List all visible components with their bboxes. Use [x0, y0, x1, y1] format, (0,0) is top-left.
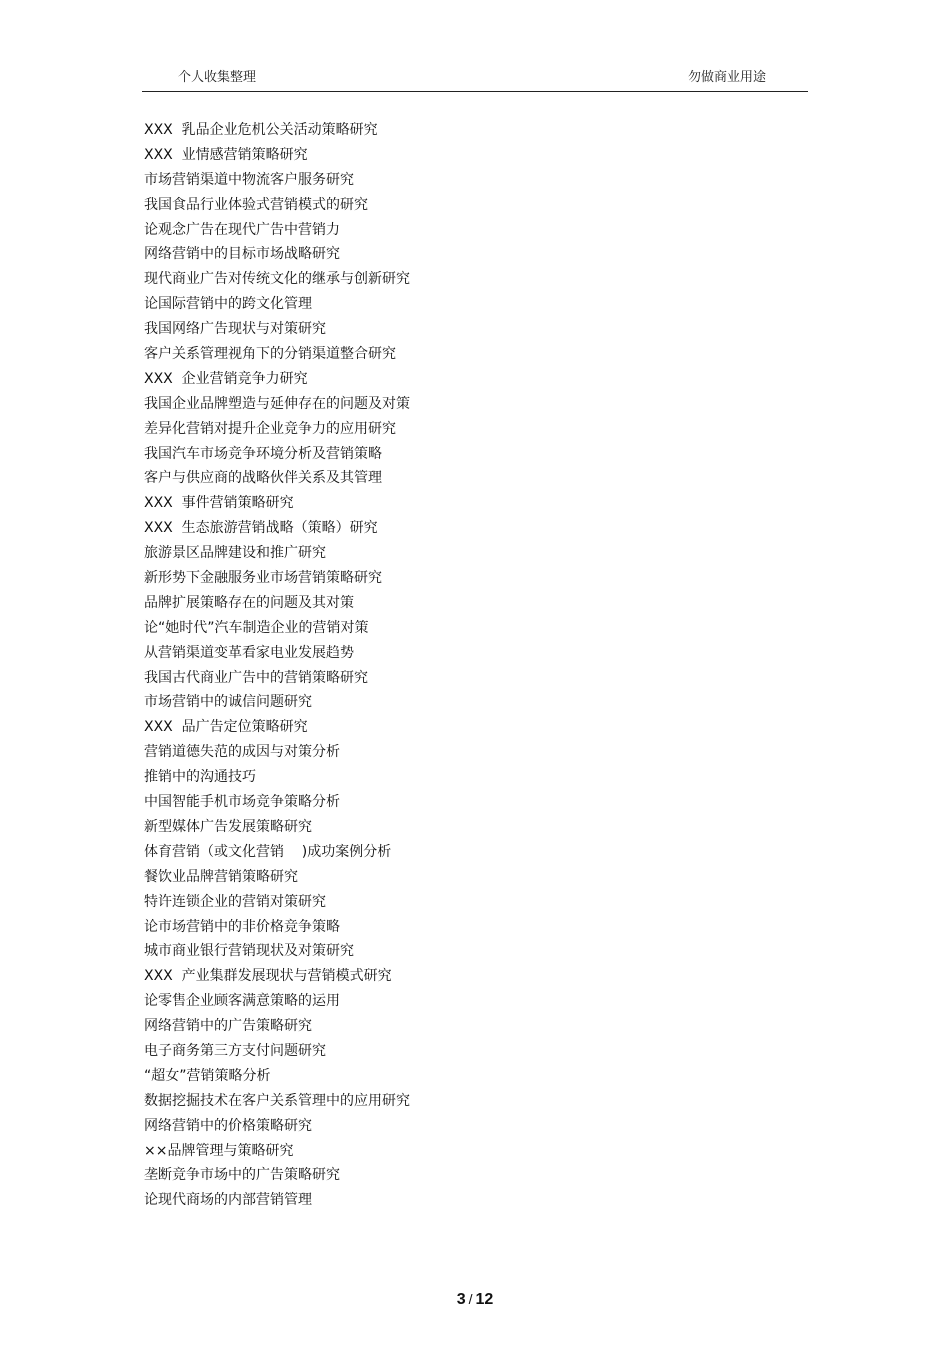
list-item: XXX 品广告定位策略研究 — [144, 719, 308, 736]
total-pages: 12 — [475, 1291, 494, 1308]
list-item: 推销中的沟通技巧 — [144, 769, 256, 786]
list-item: 特许连锁企业的营销对策研究 — [144, 893, 326, 910]
list-item: 论观念广告在现代广告中营销力 — [144, 221, 340, 238]
header-divider — [142, 91, 808, 92]
list-item: 网络营销中的价格策略研究 — [144, 1117, 312, 1134]
list-item: 电子商务第三方支付问题研究 — [144, 1042, 326, 1059]
list-item: XXX 企业营销竞争力研究 — [144, 370, 308, 387]
list-item: 我国网络广告现状与对策研究 — [144, 321, 326, 338]
list-item: 市场营销中的诚信问题研究 — [144, 694, 312, 711]
current-page: 3 — [456, 1291, 466, 1308]
page-number — [0, 1291, 950, 1309]
list-item: 我国企业品牌塑造与延伸存在的问题及对策 — [144, 395, 410, 412]
list-item: 我国古代商业广告中的营销策略研究 — [144, 669, 368, 686]
list-item: 数据挖掘技术在客户关系管理中的应用研究 — [144, 1092, 410, 1109]
list-item: 新型媒体广告发展策略研究 — [144, 818, 312, 835]
list-item: XXX 业情感营销策略研究 — [144, 146, 308, 163]
list-item: ××品牌管理与策略研究 — [144, 1142, 294, 1159]
list-item: 中国智能手机市场竞争策略分析 — [144, 794, 340, 811]
list-item: 城市商业银行营销现状及对策研究 — [144, 943, 354, 960]
list-item: “超女”营销策略分析 — [144, 1067, 271, 1084]
list-item: 论国际营销中的跨文化管理 — [144, 296, 312, 313]
list-item: 现代商业广告对传统文化的继承与创新研究 — [144, 271, 410, 288]
list-item: 论“她时代”汽车制造企业的营销对策 — [144, 619, 369, 636]
list-item: XXX 乳品企业危机公关活动策略研究 — [144, 122, 378, 138]
list-item: XXX 产业集群发展现状与营销模式研究 — [144, 968, 392, 985]
list-item: 从营销渠道变革看家电业发展趋势 — [144, 644, 354, 661]
list-item: 我国汽车市场竞争环境分析及营销策略 — [144, 445, 382, 462]
list-item: 客户关系管理视角下的分销渠道整合研究 — [144, 346, 396, 363]
list-item: 论现代商场的内部营销管理 — [144, 1192, 312, 1209]
page-separator: / — [468, 1291, 473, 1307]
list-item: 论零售企业顾客满意策略的运用 — [144, 993, 340, 1010]
list-item: 论市场营销中的非价格竞争策略 — [144, 918, 340, 935]
list-item: 市场营销渠道中物流客户服务研究 — [144, 171, 354, 188]
list-item: 品牌扩展策略存在的问题及其对策 — [144, 594, 354, 611]
list-item: XXX 事件营销策略研究 — [144, 495, 294, 512]
header-left-text: 个人收集整理 — [178, 70, 257, 85]
list-item: 我国食品行业体验式营销模式的研究 — [144, 196, 368, 213]
list-item: 垄断竞争市场中的广告策略研究 — [144, 1167, 340, 1184]
list-item: 网络营销中的广告策略研究 — [144, 1018, 312, 1035]
list-item: 体育营销（或文化营销 )成功案例分析 — [144, 843, 392, 860]
list-item: 客户与供应商的战略伙伴关系及其管理 — [144, 470, 382, 487]
list-item: 差异化营销对提升企业竞争力的应用研究 — [144, 420, 396, 437]
list-item: 餐饮业品牌营销策略研究 — [144, 868, 298, 885]
list-item: 网络营销中的目标市场战略研究 — [144, 246, 340, 263]
list-item: 新形势下金融服务业市场营销策略研究 — [144, 570, 382, 587]
list-item: 营销道德失范的成因与对策分析 — [144, 744, 340, 761]
list-item: XXX 生态旅游营销战略（策略）研究 — [144, 520, 378, 537]
topic-list — [144, 118, 804, 1213]
header-right-text: 勿做商业用途 — [688, 70, 767, 85]
list-item: 旅游景区品牌建设和推广研究 — [144, 545, 326, 562]
